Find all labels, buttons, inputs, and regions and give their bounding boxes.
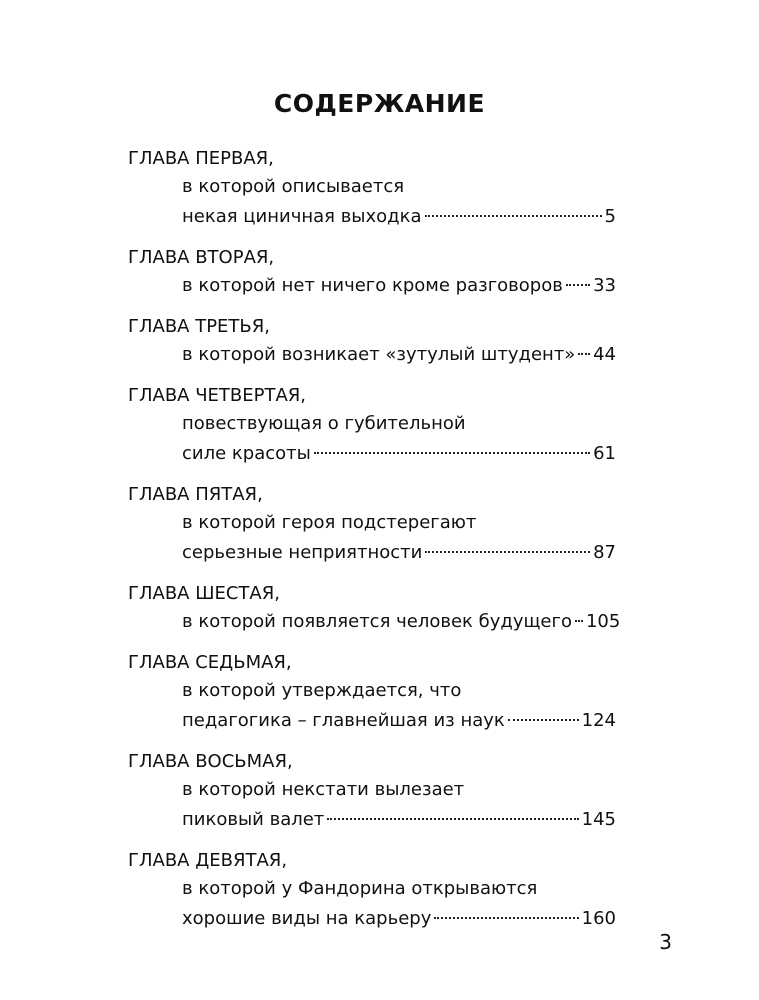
toc-entry bbox=[128, 146, 616, 232]
chapter-subtitle-last-line bbox=[128, 271, 616, 301]
chapter-subtitle-line: повествующая о губительной bbox=[182, 413, 466, 434]
page-number: 124 bbox=[581, 710, 616, 731]
chapter-subtitle-line: в которой утверждается, что bbox=[182, 680, 462, 701]
chapter-subtitle-line: в которой героя подстерегают bbox=[182, 512, 477, 533]
chapter-heading: ГЛАВА ВОСЬМАЯ, bbox=[128, 751, 293, 772]
chapter-subtitle-text: силе красоты bbox=[182, 443, 311, 464]
chapter-heading: ГЛАВА ВТОРАЯ, bbox=[128, 247, 275, 268]
page-number: 33 bbox=[593, 275, 616, 296]
chapter-subtitle-last-line bbox=[128, 538, 616, 568]
chapter-heading: ГЛАВА ЧЕТВЕРТАЯ, bbox=[128, 385, 307, 406]
page-number: 160 bbox=[581, 908, 616, 929]
chapter-subtitle-text: педагогика – главнейшая из наук bbox=[182, 710, 505, 731]
folio-page-number: 3 bbox=[659, 930, 672, 954]
chapter-heading: ГЛАВА СЕДЬМАЯ, bbox=[128, 652, 292, 673]
chapter-heading: ГЛАВА ПЕРВАЯ, bbox=[128, 148, 274, 169]
chapter-subtitle-last-line bbox=[128, 805, 616, 835]
page-number: 105 bbox=[585, 611, 621, 632]
chapter-subtitle-line: в которой некстати вылезает bbox=[182, 779, 465, 800]
dot-leader bbox=[578, 353, 590, 355]
page-number: 61 bbox=[593, 443, 616, 464]
toc-entry bbox=[128, 383, 616, 469]
chapter-heading: ГЛАВА ПЯТАЯ, bbox=[128, 484, 263, 505]
chapter-subtitle-last-line bbox=[128, 904, 616, 934]
chapter-subtitle-last-line bbox=[128, 202, 616, 232]
chapter-subtitle-text: в которой возникает «зутулый штудент» bbox=[182, 344, 576, 365]
chapter-subtitle-text: в которой появляется человек будущего bbox=[182, 611, 572, 632]
chapter-subtitle-line: в которой описывается bbox=[182, 176, 405, 197]
chapter-heading: ГЛАВА ТРЕТЬЯ, bbox=[128, 316, 271, 337]
dot-leader bbox=[425, 215, 602, 217]
toc-entry bbox=[128, 749, 616, 835]
toc-entry bbox=[128, 650, 616, 736]
page-number: 87 bbox=[593, 542, 616, 563]
toc-entry bbox=[128, 482, 616, 568]
toc-entry bbox=[128, 848, 616, 934]
chapter-heading: ГЛАВА ШЕСТАЯ, bbox=[128, 583, 280, 604]
chapter-subtitle-text: серьезные неприятности bbox=[182, 542, 423, 563]
dot-leader bbox=[575, 620, 583, 622]
toc-entry bbox=[128, 245, 616, 301]
chapter-heading: ГЛАВА ДЕВЯТАЯ, bbox=[128, 850, 288, 871]
toc-entry bbox=[128, 314, 616, 370]
dot-leader bbox=[434, 917, 578, 919]
chapter-subtitle-last-line bbox=[128, 439, 616, 469]
dot-leader bbox=[508, 719, 579, 721]
toc-list bbox=[128, 146, 621, 947]
dot-leader bbox=[327, 818, 578, 820]
page-number: 5 bbox=[604, 206, 616, 227]
dot-leader bbox=[566, 284, 590, 286]
dot-leader bbox=[425, 551, 590, 553]
chapter-subtitle-last-line bbox=[128, 607, 621, 637]
toc-title: СОДЕРЖАНИЕ bbox=[273, 89, 486, 118]
page-number: 44 bbox=[593, 344, 616, 365]
page-number: 145 bbox=[581, 809, 616, 830]
chapter-subtitle-line: в которой у Фандорина открываются bbox=[182, 878, 538, 899]
chapter-subtitle-text: хорошие виды на карьеру bbox=[182, 908, 432, 929]
chapter-subtitle-text: в которой нет ничего кроме разговоров bbox=[182, 275, 563, 296]
dot-leader bbox=[314, 452, 590, 454]
chapter-subtitle-last-line bbox=[128, 340, 616, 370]
chapter-subtitle-text: некая циничная выходка bbox=[182, 206, 422, 227]
chapter-subtitle-text: пиковый валет bbox=[182, 809, 325, 830]
toc-entry bbox=[128, 581, 621, 637]
chapter-subtitle-last-line bbox=[128, 706, 616, 736]
